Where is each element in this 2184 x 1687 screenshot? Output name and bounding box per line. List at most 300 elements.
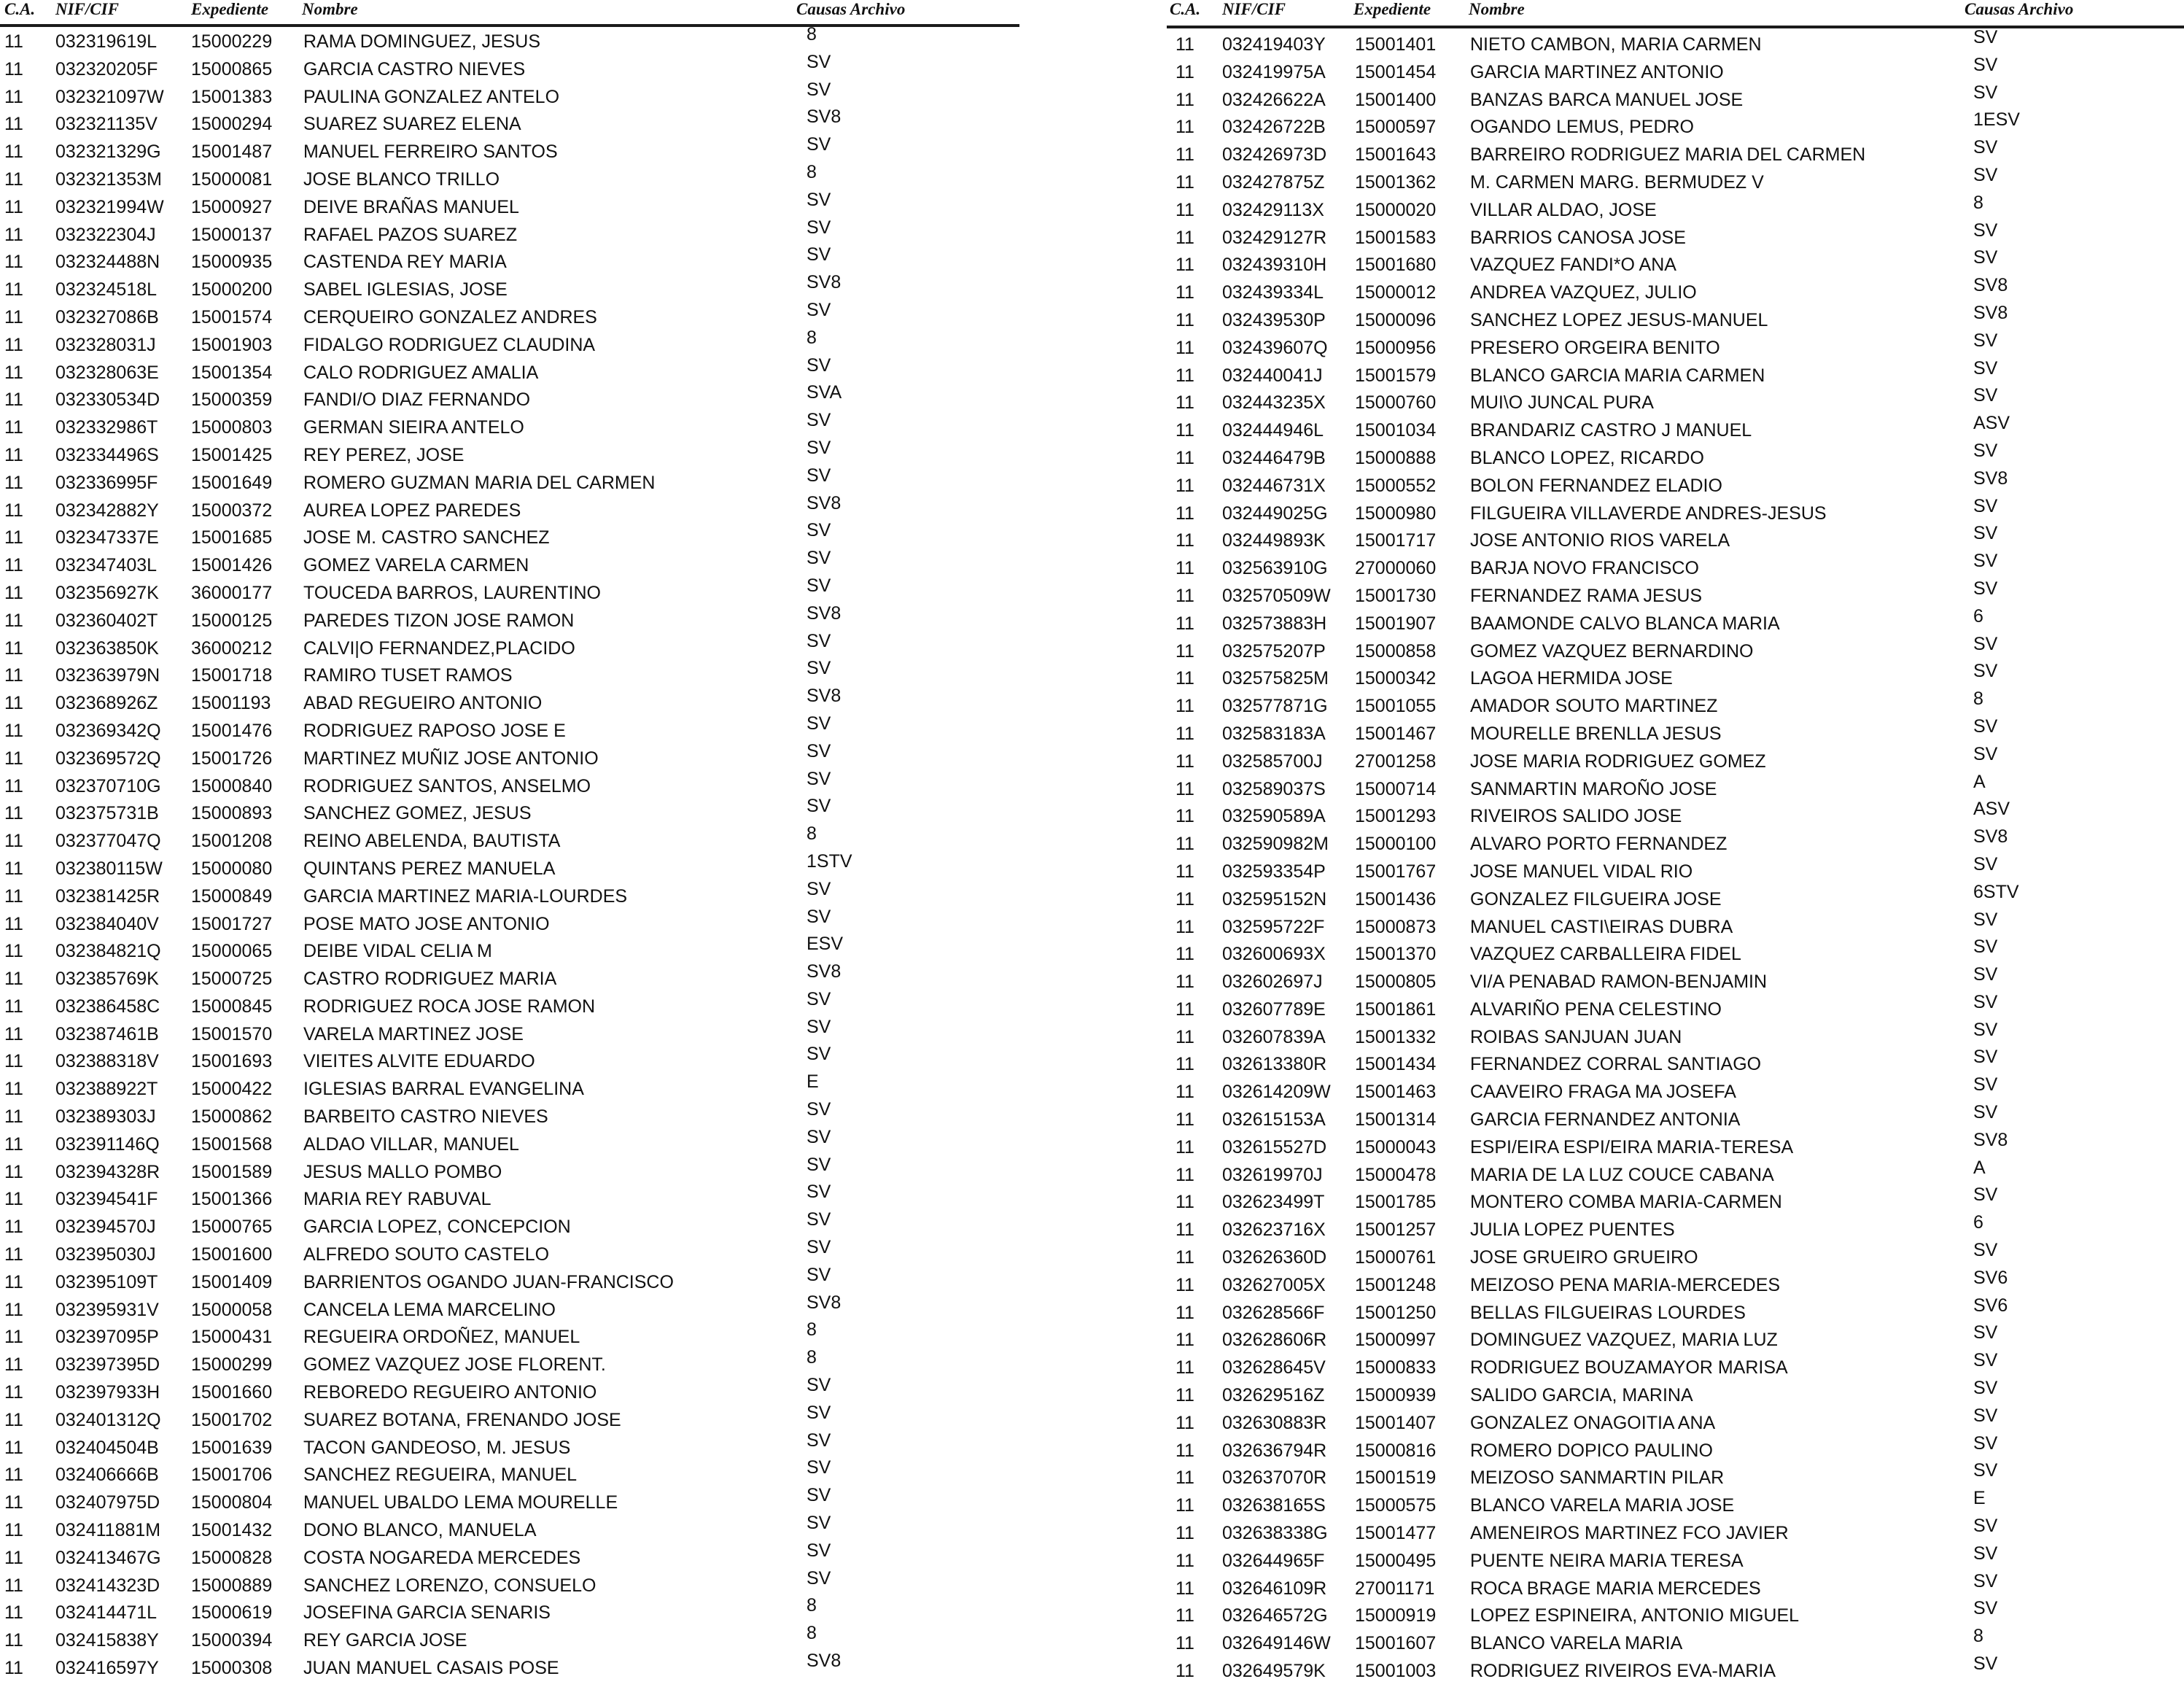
cell-nif: 032439334L (1222, 282, 1324, 303)
cell-expediente: 15001570 (191, 1023, 273, 1044)
cell-expediente: 15001293 (1355, 806, 1437, 827)
cell-nombre: REY GARCIA JOSE (303, 1630, 467, 1651)
cell-nombre: RIVEIROS SALIDO JOSE (1470, 806, 1682, 827)
cell-ca: 11 (1175, 916, 1194, 937)
cell-nombre: JOSE MARIA RODRIGUEZ GOMEZ (1470, 751, 1766, 772)
cell-expediente: 15001383 (191, 86, 273, 107)
cell-nif: 032646109R (1222, 1578, 1327, 1599)
table-row (0, 382, 1021, 416)
cell-ca: 11 (4, 1217, 23, 1238)
cell-ca: 11 (1175, 640, 1194, 662)
cell-nombre: ALDAO VILLAR, MANUEL (303, 1133, 519, 1155)
table-row (0, 520, 1021, 554)
cell-causa: SV (807, 1513, 831, 1534)
cell-expediente: 15000714 (1355, 778, 1437, 799)
cell-nombre: MOURELLE BRENLLA JESUS (1470, 723, 1722, 744)
cell-nombre: QUINTANS PEREZ MANUELA (303, 858, 556, 879)
cell-ca: 11 (4, 500, 23, 521)
cell-expediente: 15000816 (1355, 1440, 1437, 1461)
cell-causa: SV (807, 354, 831, 376)
cell-nombre: CERQUEIRO GONZALEZ ANDRES (303, 306, 597, 327)
cell-causa: SV (807, 1237, 831, 1258)
cell-causa: SV (807, 244, 831, 265)
cell-nif: 032328063E (55, 362, 159, 383)
cell-ca: 11 (4, 1630, 23, 1651)
cell-expediente: 15001432 (191, 1520, 273, 1541)
cell-nombre: FANDI/O DIAZ FERNANDO (303, 389, 531, 411)
cell-causa: SV (1973, 1047, 1998, 1068)
cell-nombre: JUAN MANUEL CASAIS POSE (303, 1658, 559, 1679)
cell-expediente: 15001907 (1355, 613, 1437, 634)
cell-nif: 032619970J (1222, 1164, 1323, 1185)
cell-ca: 11 (1175, 861, 1194, 882)
cell-expediente: 15001727 (191, 913, 273, 934)
cell-nif: 032649579K (1222, 1661, 1326, 1682)
cell-expediente: 15000858 (1355, 640, 1437, 662)
cell-expediente: 15000935 (191, 252, 273, 273)
cell-nombre: PAREDES TIZON JOSE RAMON (303, 610, 575, 631)
cell-ca: 11 (4, 1602, 23, 1624)
cell-expediente: 15001434 (1355, 1054, 1437, 1075)
cell-causa: SV (1973, 1074, 1998, 1095)
cell-expediente: 15001574 (191, 306, 273, 327)
table-row (0, 1126, 1021, 1160)
cell-causa: SV8 (1973, 468, 2008, 489)
cell-causa: 8 (1973, 192, 1983, 213)
cell-causa: SV (1973, 1350, 1998, 1371)
table-row (1167, 54, 2184, 88)
cell-nif: 032575207P (1222, 640, 1326, 662)
cell-nif: 032602697J (1222, 972, 1323, 993)
cell-causa: SV (807, 134, 831, 155)
cell-ca: 11 (1175, 282, 1194, 303)
cell-causa: SV8 (807, 492, 842, 513)
cell-expediente: 15000997 (1355, 1330, 1437, 1351)
header-causas: Causas Archivo (1965, 0, 2074, 18)
cell-causa: SV8 (807, 602, 842, 624)
cell-causa: 1STV (807, 850, 852, 872)
cell-causa: SV (807, 520, 831, 541)
cell-nombre: SANCHEZ LORENZO, CONSUELO (303, 1575, 596, 1596)
cell-nombre: GARCIA MARTINEZ MARIA-LOURDES (303, 885, 628, 907)
table-row (1167, 799, 2184, 832)
cell-nombre: COSTA NOGAREDA MERCEDES (303, 1547, 581, 1568)
cell-ca: 11 (1175, 1661, 1194, 1682)
cell-ca: 11 (4, 31, 23, 52)
cell-expediente: 15000229 (191, 31, 273, 52)
cell-ca: 11 (1175, 337, 1194, 358)
cell-causa: SV (1973, 715, 1998, 737)
table-row (0, 1485, 1021, 1519)
table-row (1167, 27, 2184, 61)
cell-ca: 11 (1175, 1274, 1194, 1295)
cell-causa: SVA (807, 382, 842, 403)
cell-ca: 11 (1175, 613, 1194, 634)
cell-nif: 032375731B (55, 803, 159, 824)
cell-nif: 032388318V (55, 1051, 159, 1072)
table-row (0, 1044, 1021, 1077)
header-nombre: Nombre (1469, 0, 1525, 18)
cell-ca: 11 (1175, 34, 1194, 55)
cell-expediente: 15001354 (191, 362, 273, 383)
cell-nif: 032600693X (1222, 944, 1326, 965)
cell-nif: 032429127R (1222, 227, 1327, 248)
cell-nombre: BLANCO VARELA MARIA (1470, 1633, 1683, 1654)
cell-ca: 11 (4, 58, 23, 79)
cell-nif: 032347337E (55, 527, 159, 548)
cell-nombre: RAMA DOMINGUEZ, JESUS (303, 31, 541, 52)
cell-expediente: 15001003 (1355, 1661, 1437, 1682)
cell-expediente: 15000080 (191, 858, 273, 879)
cell-ca: 11 (4, 1106, 23, 1128)
cell-ca: 11 (4, 1244, 23, 1265)
cell-nif: 032426973D (1222, 144, 1327, 166)
cell-expediente: 15001607 (1355, 1633, 1437, 1654)
table-row (1167, 633, 2184, 667)
table-row (0, 575, 1021, 609)
table-row (1167, 1350, 2184, 1384)
cell-nombre: BOLON FERNANDEZ ELADIO (1470, 475, 1722, 496)
table-row (1167, 385, 2184, 419)
cell-causa: SV (807, 1209, 831, 1230)
cell-nombre: LOPEZ ESPINEIRA, ANTONIO MIGUEL (1470, 1605, 1800, 1626)
cell-causa: SV (1973, 909, 1998, 930)
cell-nif: 032321353M (55, 168, 162, 190)
cell-nif: 032446479B (1222, 447, 1326, 468)
cell-nif: 032628566F (1222, 1302, 1325, 1323)
table-row (0, 740, 1021, 775)
cell-ca: 11 (1175, 1578, 1194, 1599)
cell-nombre: REY PEREZ, JOSE (303, 444, 465, 465)
cell-causa: SV (1973, 247, 1998, 268)
cell-nif: 032319619L (55, 31, 158, 52)
cell-nombre: GERMAN SIEIRA ANTELO (303, 417, 524, 438)
header-ca: C.A. (1170, 0, 1201, 18)
cell-nombre: GOMEZ VARELA CARMEN (303, 555, 529, 576)
cell-ca: 11 (1175, 806, 1194, 827)
cell-causa: SV (1973, 633, 1998, 654)
cell-nombre: MONTERO COMBA MARIA-CARMEN (1470, 1192, 1782, 1213)
table-row (0, 492, 1021, 527)
cell-expediente: 15000125 (191, 610, 273, 631)
cell-expediente: 15000889 (191, 1575, 273, 1596)
cell-nif: 032644965F (1222, 1550, 1325, 1571)
cell-expediente: 15000805 (1355, 972, 1437, 993)
cell-causa: SV (1973, 82, 1998, 103)
cell-causa: 8 (807, 1347, 817, 1368)
table-row (1167, 109, 2184, 143)
table-row (0, 1513, 1021, 1546)
cell-nif: 032370710G (55, 775, 161, 796)
table-row (0, 713, 1021, 747)
cell-causa: SV (1973, 1184, 1998, 1206)
cell-causa: A (1973, 771, 1986, 792)
cell-nif: 032614209W (1222, 1082, 1331, 1103)
cell-nombre: RODRIGUEZ RAPOSO JOSE E (303, 720, 566, 741)
table-row (1167, 1322, 2184, 1356)
table-row (1167, 771, 2184, 805)
cell-nombre: BANZAS BARCA MANUEL JOSE (1470, 89, 1744, 110)
cell-ca: 11 (4, 1327, 23, 1348)
cell-causa: SV (1973, 1570, 1998, 1591)
cell-nombre: POSE MATO JOSE ANTONIO (303, 913, 550, 934)
cell-causa: SV (807, 465, 831, 486)
cell-nombre: GOMEZ VAZQUEZ JOSE FLORENT. (303, 1354, 606, 1376)
table-row (1167, 1432, 2184, 1467)
cell-nombre: FERNANDEZ RAMA JESUS (1470, 585, 1703, 606)
cell-expediente: 15001702 (191, 1409, 273, 1430)
cell-nombre: LAGOA HERMIDA JOSE (1470, 668, 1673, 689)
right-column (1167, 0, 2184, 1682)
cell-ca: 11 (4, 1437, 23, 1458)
cell-nombre: JOSEFINA GARCIA SENARIS (303, 1602, 551, 1624)
cell-causa: SV (1973, 578, 1998, 599)
cell-expediente: 15001409 (191, 1271, 273, 1292)
table-row (0, 272, 1021, 306)
cell-expediente: 15001332 (1355, 1026, 1437, 1047)
cell-nombre: MARIA DE LA LUZ COUCE CABANA (1470, 1164, 1774, 1185)
cell-ca: 11 (4, 720, 23, 741)
table-row (1167, 302, 2184, 336)
cell-nombre: RODRIGUEZ BOUZAMAYOR MARISA (1470, 1357, 1788, 1378)
cell-ca: 11 (1175, 1054, 1194, 1075)
cell-nombre: BRANDARIZ CASTRO J MANUEL (1470, 420, 1752, 441)
cell-nif: 032595722F (1222, 916, 1325, 937)
table-row (1167, 991, 2184, 1025)
cell-nombre: FERNANDEZ CORRAL SANTIAGO (1470, 1054, 1762, 1075)
cell-nombre: NIETO CAMBON, MARIA CARMEN (1470, 34, 1762, 55)
cell-expediente: 15000845 (191, 996, 273, 1017)
table-row (0, 1071, 1021, 1105)
cell-expediente: 15000575 (1355, 1495, 1437, 1516)
cell-expediente: 15000828 (191, 1547, 273, 1568)
header-expediente: Expediente (1353, 0, 1431, 18)
cell-ca: 11 (1175, 834, 1194, 855)
cell-expediente: 15000058 (191, 1299, 273, 1320)
cell-expediente: 15001726 (191, 748, 273, 769)
cell-nombre: JESUS MALLO POMBO (303, 1161, 502, 1182)
table-row (1167, 1157, 2184, 1191)
cell-expediente: 15000043 (1355, 1136, 1437, 1157)
table-row (1167, 1516, 2184, 1549)
cell-causa: SV (1973, 137, 1998, 158)
cell-ca: 11 (4, 858, 23, 879)
table-row (0, 410, 1021, 443)
cell-causa: SV (1973, 220, 1998, 241)
cell-expediente: 15000956 (1355, 337, 1437, 358)
cell-nombre: ROCA BRAGE MARIA MERCEDES (1470, 1578, 1761, 1599)
table-row (0, 189, 1021, 223)
cell-expediente: 15001660 (191, 1382, 273, 1403)
cell-ca: 11 (4, 279, 23, 300)
cell-nif: 032615527D (1222, 1136, 1327, 1157)
cell-causa: 6 (1973, 605, 1983, 627)
cell-causa: SV (807, 630, 831, 651)
cell-nombre: BAAMONDE CALVO BLANCA MARIA (1470, 613, 1780, 634)
cell-ca: 11 (4, 803, 23, 824)
cell-ca: 11 (4, 389, 23, 411)
cell-ca: 11 (4, 334, 23, 355)
cell-expediente: 15001680 (1355, 255, 1437, 276)
cell-ca: 11 (1175, 227, 1194, 248)
cell-nif: 032628606R (1222, 1330, 1327, 1351)
cell-nombre: SALIDO GARCIA, MARINA (1470, 1385, 1693, 1406)
cell-ca: 11 (1175, 309, 1194, 330)
cell-nombre: CASTRO RODRIGUEZ MARIA (303, 969, 557, 990)
cell-ca: 11 (4, 417, 23, 438)
cell-ca: 11 (1175, 1412, 1194, 1433)
cell-nombre: CASTENDA REY MARIA (303, 252, 507, 273)
cell-causa: SV (1973, 1405, 1998, 1426)
cell-ca: 11 (1175, 1385, 1194, 1406)
cell-nif: 032429113X (1222, 199, 1324, 220)
cell-ca: 11 (4, 1299, 23, 1320)
cell-nif: 032440041J (1222, 365, 1323, 386)
cell-ca: 11 (4, 1382, 23, 1403)
cell-expediente: 15000394 (191, 1630, 273, 1651)
cell-ca: 11 (4, 582, 23, 603)
cell-expediente: 15001643 (1355, 144, 1437, 166)
cell-expediente: 15000431 (191, 1327, 273, 1348)
cell-causa: SV (807, 410, 831, 431)
cell-ca: 11 (4, 885, 23, 907)
cell-ca: 11 (4, 1575, 23, 1596)
cell-ca: 11 (1175, 1633, 1194, 1654)
cell-causa: SV (1973, 1019, 1998, 1040)
cell-expediente: 15000308 (191, 1658, 273, 1679)
cell-expediente: 15000372 (191, 500, 273, 521)
cell-causa: SV (1973, 964, 1998, 985)
cell-causa: SV (1973, 1598, 1998, 1619)
cell-causa: SV (807, 796, 831, 817)
cell-nif: 032406666B (55, 1465, 159, 1486)
cell-expediente: 15000919 (1355, 1605, 1437, 1626)
cell-expediente: 36000212 (191, 637, 273, 659)
cell-nombre: VILLAR ALDAO, JOSE (1470, 199, 1657, 220)
cell-nombre: BARJA NOVO FRANCISCO (1470, 558, 1699, 579)
cell-nif: 032377047Q (55, 831, 161, 852)
cell-expediente: 15000299 (191, 1354, 273, 1376)
cell-causa: 8 (807, 1623, 817, 1644)
cell-nif: 032397395D (55, 1354, 160, 1376)
cell-nombre: FIDALGO RODRIGUEZ CLAUDINA (303, 334, 596, 355)
table-row (1167, 1184, 2184, 1218)
cell-nombre: JULIA LOPEZ PUENTES (1470, 1219, 1675, 1241)
table-row (0, 1430, 1021, 1464)
cell-expediente: 15001685 (191, 527, 273, 548)
table-row (1167, 1543, 2184, 1577)
cell-expediente: 15000840 (191, 775, 273, 796)
cell-expediente: 15001454 (1355, 61, 1437, 82)
cell-causa: SV (807, 1016, 831, 1037)
table-row (0, 1595, 1021, 1629)
cell-expediente: 15000865 (191, 58, 273, 79)
cell-nombre: SUAREZ SUAREZ ELENA (303, 114, 521, 135)
cell-ca: 11 (1175, 1440, 1194, 1461)
cell-nif: 032627005X (1222, 1274, 1326, 1295)
cell-expediente: 15000081 (191, 168, 273, 190)
table-row (0, 134, 1021, 168)
table-row (1167, 881, 2184, 915)
cell-nif: 032336995F (55, 472, 158, 493)
cell-nombre: MANUEL UBALDO LEMA MOURELLE (303, 1492, 618, 1513)
table-row (0, 1540, 1021, 1574)
cell-expediente: 15001467 (1355, 723, 1437, 744)
cell-nif: 032626360D (1222, 1247, 1327, 1268)
cell-nombre: BLANCO GARCIA MARIA CARMEN (1470, 365, 1765, 386)
table-row (0, 906, 1021, 940)
cell-nif: 032590982M (1222, 834, 1329, 855)
table-row (0, 437, 1021, 471)
cell-expediente: 15001362 (1355, 171, 1437, 193)
table-row (1167, 247, 2184, 281)
cell-causa: SV (1973, 495, 1998, 516)
cell-ca: 11 (1175, 89, 1194, 110)
header-nif: NIF/CIF (55, 0, 119, 18)
cell-causa: SV (807, 189, 831, 210)
cell-nif: 032439530P (1222, 309, 1326, 330)
cell-expediente: 15001436 (1355, 888, 1437, 910)
table-row (1167, 1047, 2184, 1080)
cell-causa: SV8 (807, 272, 842, 293)
cell-nif: 032590589A (1222, 806, 1326, 827)
cell-nif: 032595152N (1222, 888, 1327, 910)
table-row (0, 1457, 1021, 1491)
cell-expediente: 15000422 (191, 1079, 273, 1100)
table-row (1167, 605, 2184, 640)
cell-ca: 11 (4, 472, 23, 493)
table-row (1167, 1129, 2184, 1163)
table-row (1167, 1598, 2184, 1632)
cell-nif: 032369342Q (55, 720, 161, 741)
cell-expediente: 15001519 (1355, 1467, 1437, 1489)
cell-causa: SV (807, 299, 831, 320)
cell-nombre: DOMINGUEZ VAZQUEZ, MARIA LUZ (1470, 1330, 1778, 1351)
cell-causa: ASV (1973, 799, 2010, 820)
cell-expediente: 15000619 (191, 1602, 273, 1624)
cell-nombre: RODRIGUEZ ROCA JOSE RAMON (303, 996, 596, 1017)
cell-causa: SV (1973, 1460, 1998, 1481)
cell-nombre: SABEL IGLESIAS, JOSE (303, 279, 508, 300)
table-row (0, 1209, 1021, 1243)
cell-expediente: 15000888 (1355, 447, 1437, 468)
cell-ca: 11 (4, 748, 23, 769)
cell-causa: SV (807, 1099, 831, 1120)
cell-nif: 032363850K (55, 637, 159, 659)
cell-nif: 032414471L (55, 1602, 158, 1624)
cell-expediente: 15000760 (1355, 392, 1437, 414)
cell-nif: 032446731X (1222, 475, 1326, 496)
cell-ca: 11 (1175, 944, 1194, 965)
cell-expediente: 15001248 (1355, 1274, 1437, 1295)
table-row (0, 161, 1021, 195)
cell-causa: SV8 (1973, 275, 2008, 296)
cell-expediente: 15000200 (191, 279, 273, 300)
table-row (0, 354, 1021, 389)
cell-nombre: BARRIENTOS OGANDO JUAN-FRANCISCO (303, 1271, 674, 1292)
cell-nombre: CALVI|O FERNANDEZ,PLACIDO (303, 637, 575, 659)
cell-expediente: 15000495 (1355, 1550, 1437, 1571)
cell-nombre: M. CARMEN MARG. BERMUDEZ V (1470, 171, 1764, 193)
cell-causa: SV (807, 1402, 831, 1423)
cell-ca: 11 (4, 1271, 23, 1292)
cell-nif: 032321135V (55, 114, 158, 135)
cell-ca: 11 (4, 1409, 23, 1430)
cell-ca: 11 (1175, 392, 1194, 414)
table-row (0, 51, 1021, 85)
cell-nombre: MANUEL FERREIRO SANTOS (303, 141, 558, 163)
cell-ca: 11 (1175, 1247, 1194, 1268)
